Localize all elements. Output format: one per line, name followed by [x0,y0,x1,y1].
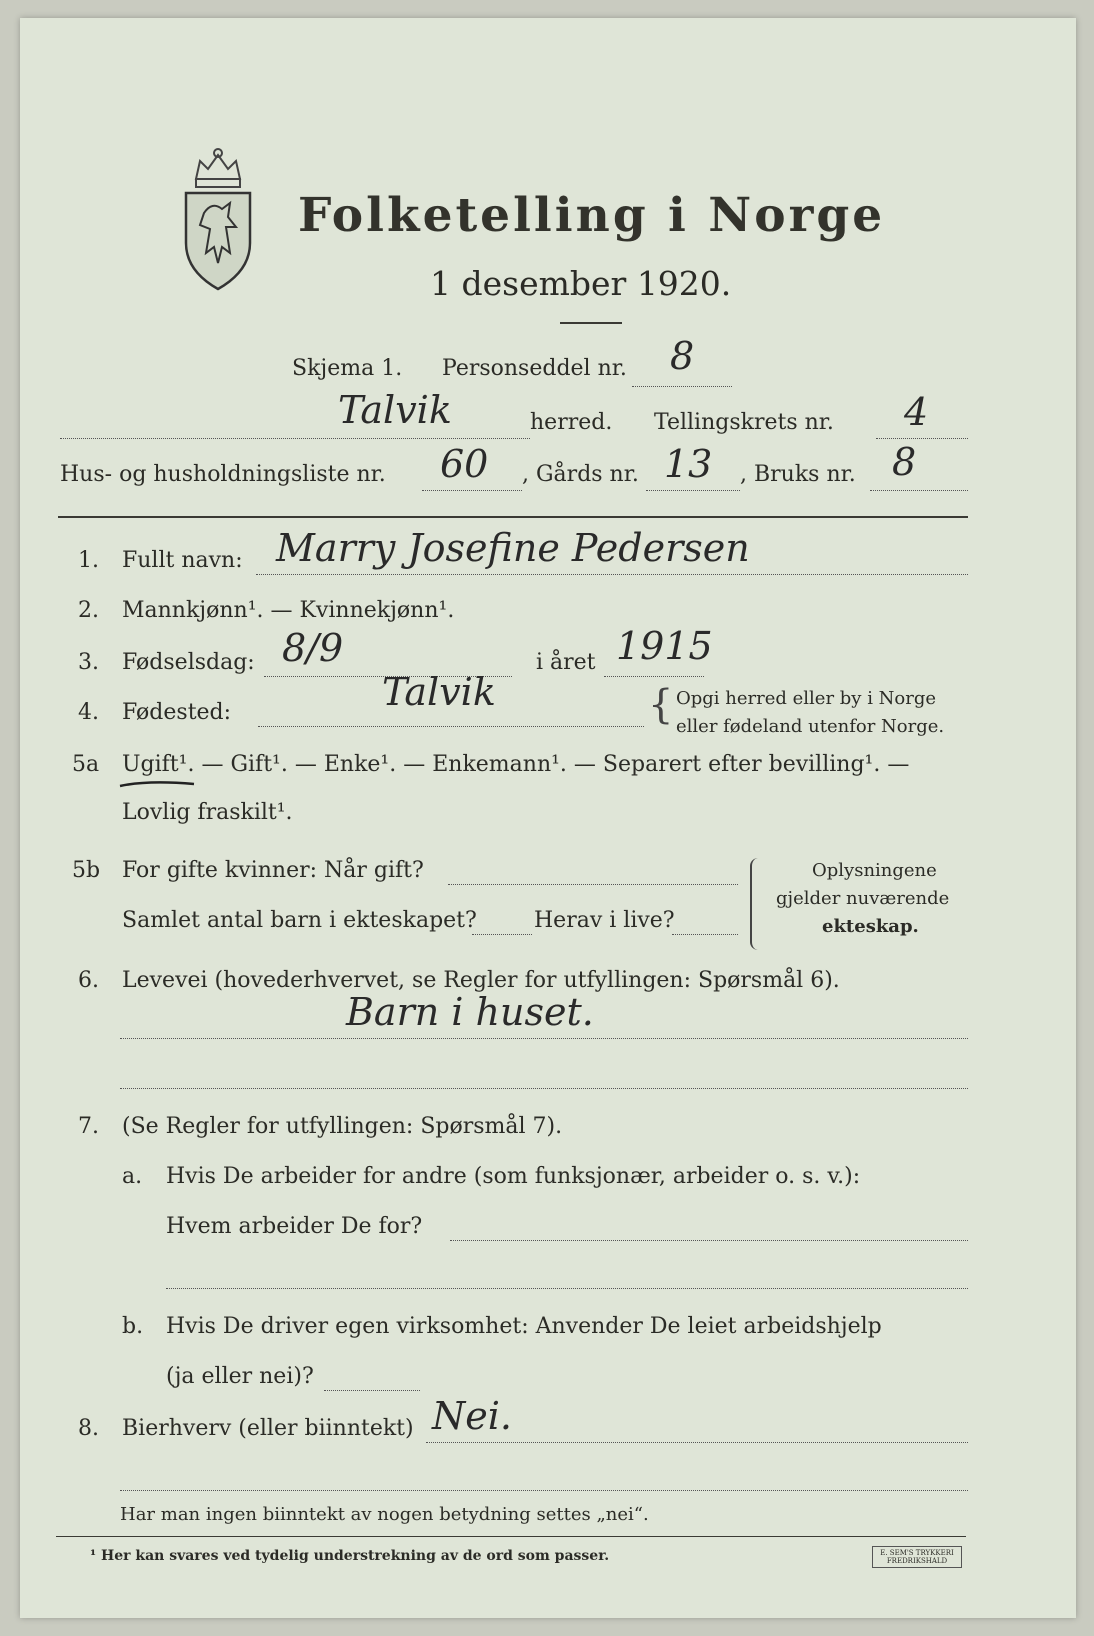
ugift-underline [118,778,198,790]
q6-line1 [120,1038,968,1039]
q5a-line2: Lovlig fraskilt¹. [122,800,293,825]
printer-stamp: E. SEM'S TRYKKERI FREDRIKSHALD [872,1546,962,1568]
person-slip-line [632,386,732,387]
q4-note-line2: eller fødeland utenfor Norge. [676,716,945,737]
form-title: Folketelling i Norge [298,188,886,243]
q3-year-line [604,676,704,677]
q7b-letter: b. [122,1314,144,1339]
q5b-line2a: Samlet antal barn i ekteskapet? [122,908,477,933]
gards-label: , Gårds nr. [522,462,639,487]
tellingskrets-line [876,438,968,439]
title-divider [560,322,622,324]
q4-value: Talvik [382,670,496,714]
herred-label: herred. [530,410,613,435]
q6-value: Barn i huset. [346,990,594,1034]
q3-value: 8/9 [282,626,344,670]
q8-number: 8. [78,1416,99,1441]
q3-year-value: 1915 [616,624,713,668]
q3-number: 3. [78,650,99,675]
footer-rule [56,1536,966,1537]
hus-label: Hus- og husholdningsliste nr. [60,462,386,487]
q8-value: Nei. [432,1394,512,1438]
bruks-label: , Bruks nr. [740,462,856,487]
q1-number: 1. [78,548,99,573]
header-rule [58,516,968,518]
q4-label: Fødested: [122,700,232,725]
q6-label: Levevei (hovederhvervet, se Regler for utfyllingen: Spørsmål 6). [122,968,840,993]
hus-value: 60 [440,442,489,486]
q4-note-line1: Opgi herred eller by i Norge [676,688,937,709]
q7a-line-extra [166,1288,968,1289]
tellingskrets-value: 4 [904,390,929,434]
q1-line [256,574,968,575]
q5a-number: 5a [72,752,100,777]
q6-number: 6. [78,968,99,993]
q1-value: Marry Josefine Pedersen [276,526,750,570]
q5b-children-line [472,934,532,935]
q7a-line-employer [450,1240,968,1241]
gards-line [646,490,740,491]
footnote: ¹ Her kan svares ved tydelig understrekning av de ord som passer. [90,1548,610,1564]
q2-number: 2. [78,598,99,623]
person-slip-value: 8 [670,334,695,378]
q2-label: Mannkjønn¹. — Kvinnekjønn¹. [122,598,455,623]
q5b-married-line [448,884,738,885]
census-form-sheet [20,18,1076,1618]
q5b-bracket [750,858,758,950]
q3-label: Fødselsdag: [122,650,255,675]
bruks-value: 8 [892,440,917,484]
herred-value: Talvik [338,388,452,432]
q7-number: 7. [78,1114,99,1139]
q7b-answer-line [324,1390,420,1391]
q7a-line2: Hvem arbeider De for? [166,1214,423,1239]
q8-line [426,1442,968,1443]
bruks-line [870,490,968,491]
q5a-line1: Ugift¹. — Gift¹. — Enke¹. — Enkemann¹. — Separert efter bevilling¹. — [122,752,910,777]
footer-note: Har man ingen biinntekt av nogen betydning settes „nei“. [120,1504,649,1525]
tellingskrets-label: Tellingskrets nr. [654,410,834,435]
q3-year-label: i året [536,650,596,675]
q8-label: Bierhverv (eller biinntekt) [122,1416,414,1441]
q5b-note-line3: ekteskap. [822,916,919,937]
q6-line2 [120,1088,968,1089]
gards-value: 13 [664,442,713,486]
q4-brace: { [648,682,674,728]
hus-line [422,490,522,491]
q1-label: Fullt navn: [122,548,243,573]
schema-label: Skjema 1. [292,356,403,381]
q5b-note-line1: Oplysningene [812,860,937,881]
q7b-line1: Hvis De driver egen virksomhet: Anvender De leiet arbeidshjelp [166,1314,882,1339]
q5b-number: 5b [72,858,101,883]
q8-line2 [120,1490,968,1491]
q7a-line1: Hvis De arbeider for andre (som funksjonær, arbeider o. s. v.): [166,1164,861,1189]
q5b-line1: For gifte kvinner: Når gift? [122,858,424,883]
q5b-note-line2: gjelder nuværende [776,888,950,909]
q4-line [258,726,644,727]
q7a-letter: a. [122,1164,143,1189]
q7b-line2: (ja eller nei)? [166,1364,314,1389]
census-date: 1 desember 1920. [430,264,732,303]
q5b-line2b: Herav i live? [534,908,675,933]
norwegian-coat-of-arms-icon [178,143,258,293]
person-slip-label: Personseddel nr. [442,356,627,381]
q4-number: 4. [78,700,99,725]
q5b-alive-line [672,934,738,935]
q7-label: (Se Regler for utfyllingen: Spørsmål 7). [122,1114,563,1139]
herred-line [60,438,530,439]
